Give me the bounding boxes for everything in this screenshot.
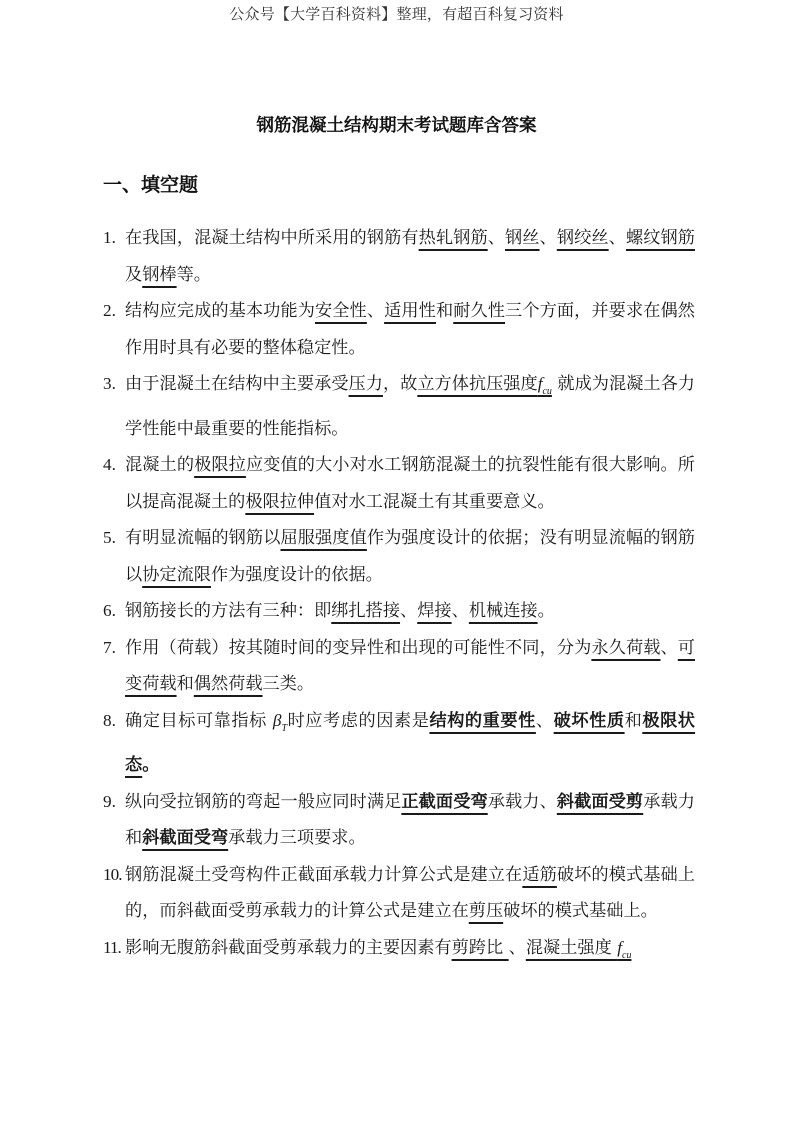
text-segment: 三类。 [262,674,315,694]
answer-blank: 协定流限 [142,564,211,585]
text-segment: 、 [660,637,678,658]
text-segment: 作为强度设计的依据；没有明显流幅的钢筋以 [125,528,695,585]
text-segment: 、 [508,937,526,958]
question-number: 11. [103,937,121,957]
question-item [103,784,695,857]
question-text [125,857,695,930]
answer-blank: 剪压 [468,901,504,921]
math-symbol: $f_{cu}$ [617,937,632,961]
question-item [103,520,695,593]
math-symbol: $f_{cu}$ [537,374,552,397]
question-number: 2. [103,301,116,320]
answer-blank: 钢绞丝 [556,228,609,248]
text-segment: 由于混凝土在结构中主要承受 [125,374,349,394]
question-number: 4. [103,455,116,474]
question-item [103,703,695,784]
answer-blank: 破坏性质 [553,710,625,731]
question-number: 3. [103,374,116,393]
answer-blank: 偶然荷载 [193,674,263,694]
answer-blank: 绑扎搭接 [331,601,401,621]
answer-blank: 结构的重要性 [429,710,536,731]
question-item [103,220,695,293]
text-segment: 和 [624,710,643,731]
question-text [125,593,695,630]
answer-blank: 混凝土强度 [525,937,618,958]
question-item [103,857,695,930]
answer-blank: 极限拉伸 [245,491,315,512]
text-segment: 结构应完成的基本功能为 [125,301,315,321]
answer-blank: 剪跨比 [451,937,509,958]
text-segment: 作用（荷载）按其随时间的变异性和出现的可能性不同，分为 [125,637,592,658]
text-segment: 作为强度设计的依据。 [210,564,383,585]
answer-blank: 耐久性 [453,301,506,321]
text-segment: 。 [537,601,555,621]
text-segment: 、 [535,710,554,731]
question-number: 8. [103,710,116,730]
text-segment: 和 [435,301,454,321]
answer-blank: 热轧钢筋 [418,228,488,248]
question-item [103,930,695,975]
text-segment: 、 [539,228,557,248]
math-symbol: $\beta_T$ [272,710,288,734]
text-segment: 就成为混凝土各力学性能中最重要的性能指标。 [125,374,695,439]
answer-blank: 适筋 [522,864,557,885]
answer-blank: 适用性 [384,301,436,321]
text-segment: 、 [451,601,469,621]
text-segment: 纵向受拉钢筋的弯起一般应同时满足 [125,791,402,812]
question-number: 1. [103,228,116,247]
answer-blank: 焊接 [417,601,452,621]
text-segment: 承载力三项要求。 [228,828,366,848]
section-heading: 一、填空题 [103,174,199,196]
question-text [125,366,695,447]
question-list [103,220,695,974]
answer-blank: 立方体抗压强度 [417,374,538,394]
question-text [125,703,695,784]
question-number: 7. [103,637,116,657]
answer-blank: 压力 [348,374,383,394]
text-segment: 、 [608,228,626,248]
text-segment: 承载力和 [125,791,695,848]
text-segment: 时应考虑的因素是 [287,710,430,731]
question-number: 9. [103,791,116,811]
text-segment: 承载力、 [487,791,557,812]
answer-blank: 机械连接 [468,601,538,621]
question-text [125,520,695,593]
answer-blank: 极限状态 [125,710,695,775]
answer-blank: 安全性 [315,301,367,321]
answer-blank: 螺纹钢筋 [625,228,695,248]
text-segment: 破坏的模式基础上。 [503,901,658,921]
answer-blank: 屈服强度值 [280,528,367,548]
text-segment: 值对水工混凝土有其重要意义。 [314,491,555,512]
text-segment: 、 [487,228,505,248]
answer-blank: 正截面受弯 [401,791,488,812]
question-number: 6. [103,601,116,620]
text-segment: 和 [176,674,194,694]
text-segment: 、 [366,301,385,321]
answer-blank: 永久荷载 [591,637,661,658]
question-text [125,784,695,857]
watermark-header: 公众号【大学百科资料】整理，有超百科复习资料 [229,5,564,23]
answer-blank: 钢丝 [505,228,540,248]
answer-blank: 可变荷载 [125,637,695,694]
answer-blank: 钢棒 [142,264,177,285]
text-segment: ，故 [382,374,418,394]
text-segment: 等。 [176,264,211,285]
text-segment: 混凝土的 [125,455,195,475]
text-segment: 、 [400,601,418,621]
question-item [103,447,695,520]
text-segment: 三个方面，并要求在偶然作用时具有必要的整体稳定性。 [125,301,695,358]
text-segment: 及 [125,264,143,285]
question-text [125,630,695,703]
question-text [125,220,695,293]
question-text [125,447,695,520]
text-segment: 有明显流幅的钢筋以 [125,528,281,548]
text-segment: 。 [142,755,160,775]
question-item [103,366,695,447]
document-title: 钢筋混凝土结构期末考试题库含答案 [256,116,537,136]
question-number: 10. [103,864,122,884]
question-item [103,293,695,366]
text-segment: 影响无腹筋斜截面受剪承载力的主要因素有 [125,937,452,958]
question-text [125,293,695,366]
text-segment: 破坏的模式基础上的，而斜截面受剪承载力的计算公式是建立在 [125,864,695,921]
text-segment: 确定目标可靠指标 [125,710,273,731]
text-segment: 应变值的大小对水工钢筋混凝土的抗裂性能有很大影响。所以提高混凝土的 [125,455,695,512]
text-segment: 在我国，混凝土结构中所采用的钢筋有 [125,228,419,248]
answer-blank: 斜截面受弯 [142,828,229,848]
answer-blank: 斜截面受剪 [556,791,644,812]
question-item [103,630,695,703]
question-item [103,593,695,630]
question-number: 5. [103,528,116,547]
text-segment: 钢筋接长的方法有三种：即 [125,601,332,621]
question-text [125,930,695,975]
text-segment: 钢筋混凝土受弯构件正截面承载力计算公式是建立在 [125,864,523,885]
answer-blank: 极限拉 [194,455,246,475]
